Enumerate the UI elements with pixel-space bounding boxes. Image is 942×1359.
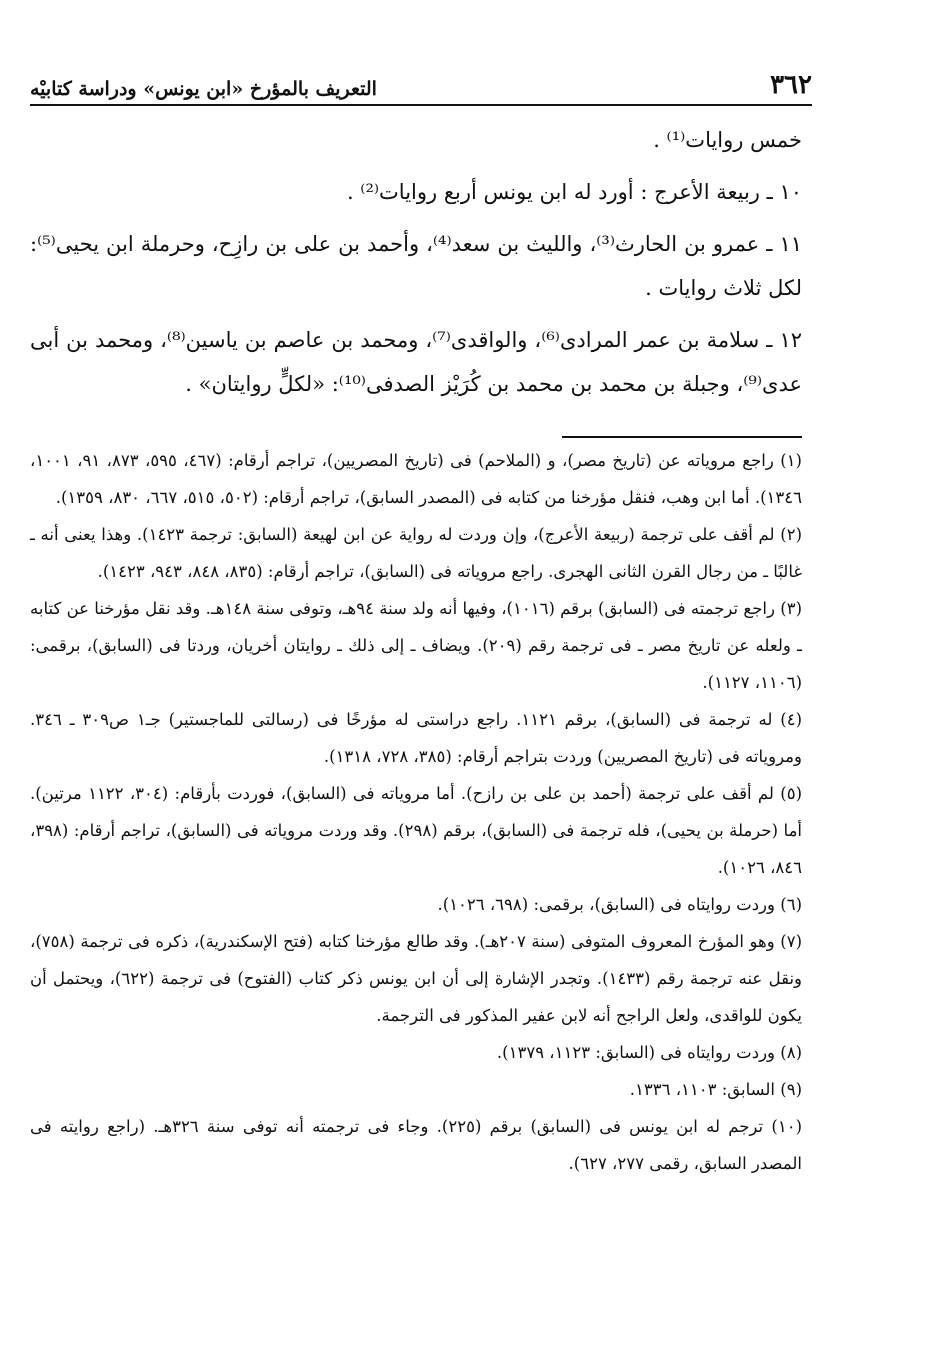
running-header [30, 62, 812, 100]
running-title: التعريف بالمؤرخ «ابن يونس» ودراسة كتابيْه [30, 78, 377, 100]
page-number: ٣٦٢ [770, 70, 812, 100]
footnote: (١) راجع مروياته عن (تاريخ مصر)، و (الملاحم) فى (تاريخ المصريين)، تراجم أرقام: (٤٦٧، ٥٩٥، ٨٧٣، ٩١، ١٠٠١، ١٣٤٦). أما ابن وهب، فنقل مؤرخنا من كتابه فى (المصدر السابق)، تراجم أرقام: (٥٠٢، ٥١٥، ٦٦٧، ٨٣٠، ١٣٥٩). [30, 451, 802, 507]
footnote: (٧) وهو المؤرخ المعروف المتوفى (سنة ٢٠٧هـ). وقد طالع مؤرخنا كتابه (فتح الإسكندرية)، ذكره فى ترجمة (٧٥٨)، ونقل عنه ترجمة رقم (١٤٣٣). وتجدر الإشارة إلى أن ابن يونس ذكر كتاب (الفتوح) فى ترجمة (٦٢٢)، ويحتمل أن يكون للواقدى، ولعل الراجح أنه لابن عفير المذكور فى الترجمة. [30, 932, 803, 1025]
footnote: (٤) له ترجمة فى (السابق)، برقم ١١٢١. راجع دراستى له مؤرخًا فى (رسالتى للماجستير) جـ١ ص٣٠٩ ـ ٣٤٦. ومروياته فى (تاريخ المصريين) وردت بتراجم أرقام: (٣٨٥، ٧٢٨، ١٣١٨). [30, 710, 802, 766]
paragraph: ١٠ ـ ربيعة الأعرج : أورد له ابن يونس أربع روايات⁽²⁾ . [346, 180, 802, 204]
header-rule [30, 104, 812, 106]
main-text [30, 118, 802, 414]
footnote: (٨) وردت روايتاه فى (السابق: ١١٢٣، ١٣٧٩). [496, 1043, 802, 1062]
footnote: (١٠) ترجم له ابن يونس فى (السابق) برقم (٢٢٥). وجاء فى ترجمته أنه توفى سنة ٣٢٦هـ. (راجع روايته فى المصدر السابق، رقمى ٢٧٧، ٦٢٧). [30, 1117, 802, 1173]
footnotes [30, 442, 802, 1182]
footnote: (٥) لم أقف على ترجمة (أحمد بن على بن رازح). أما مروياته فى (السابق)، فوردت بأرقام: (٣٠٤، ١١٢٢ مرتين). أما (حرملة بن يحيى)، فله ترجمة فى (السابق)، برقم (٢٩٨). وقد وردت مروياته فى (السابق)، تراجم أرقام: (٣٩٨، ٨٤٦، ١٠٢٦). [30, 784, 802, 877]
paragraph: خمس روايات⁽¹⁾ . [653, 128, 802, 152]
paragraph: ١١ ـ عمرو بن الحارث⁽³⁾، والليث بن سعد⁽⁴⁾، وأحمد بن على بن رازِح، وحرملة ابن يحيى⁽⁵⁾: لكل ثلاث روايات . [30, 232, 802, 300]
footnote: (٣) راجع ترجمته فى (السابق) برقم (١٠١٦)، وفيها أنه ولد سنة ٩٤هـ، وتوفى سنة ١٤٨هـ. وقد نقل مؤرخنا عن كتابه ـ ولعله عن تاريخ مصر ـ فى ترجمة رقم (٢٠٩). ويضاف ـ إلى ذلك ـ روايتان أخريان، وردتا فى (السابق)، برقمى: (١١٠٦، ١١٢٧). [30, 599, 802, 692]
footnote: (٢) لم أقف على ترجمة (ربيعة الأعرج)، وإن وردت له رواية عن ابن لهيعة (السابق: ترجمة ١٤٢٣). وهذا يعنى أنه ـ غالبًا ـ من رجال القرن الثانى الهجرى. راجع مروياته فى (السابق)، تراجم أرقام: (٨٣٥، ٨٤٨، ٩٤٣، ١٤٢٣). [30, 525, 803, 581]
footnote: (٦) وردت روايتاه فى (السابق)، برقمى: (٦٩٨، ١٠٢٦). [437, 895, 802, 914]
footnote-separator [562, 436, 802, 438]
paragraph: ١٢ ـ سلامة بن عمر المرادى⁽⁶⁾، والواقدى⁽⁷⁾، ومحمد بن عاصم بن ياسين⁽⁸⁾، ومحمد بن أبى عدى⁽⁹⁾، وجبلة بن محمد بن محمد بن كُرَيْز الصدفى⁽¹⁰⁾: «لكلٍّ روايتان» . [30, 328, 802, 396]
footnote: (٩) السابق: ١١٠٣، ١٣٣٦. [629, 1080, 802, 1099]
